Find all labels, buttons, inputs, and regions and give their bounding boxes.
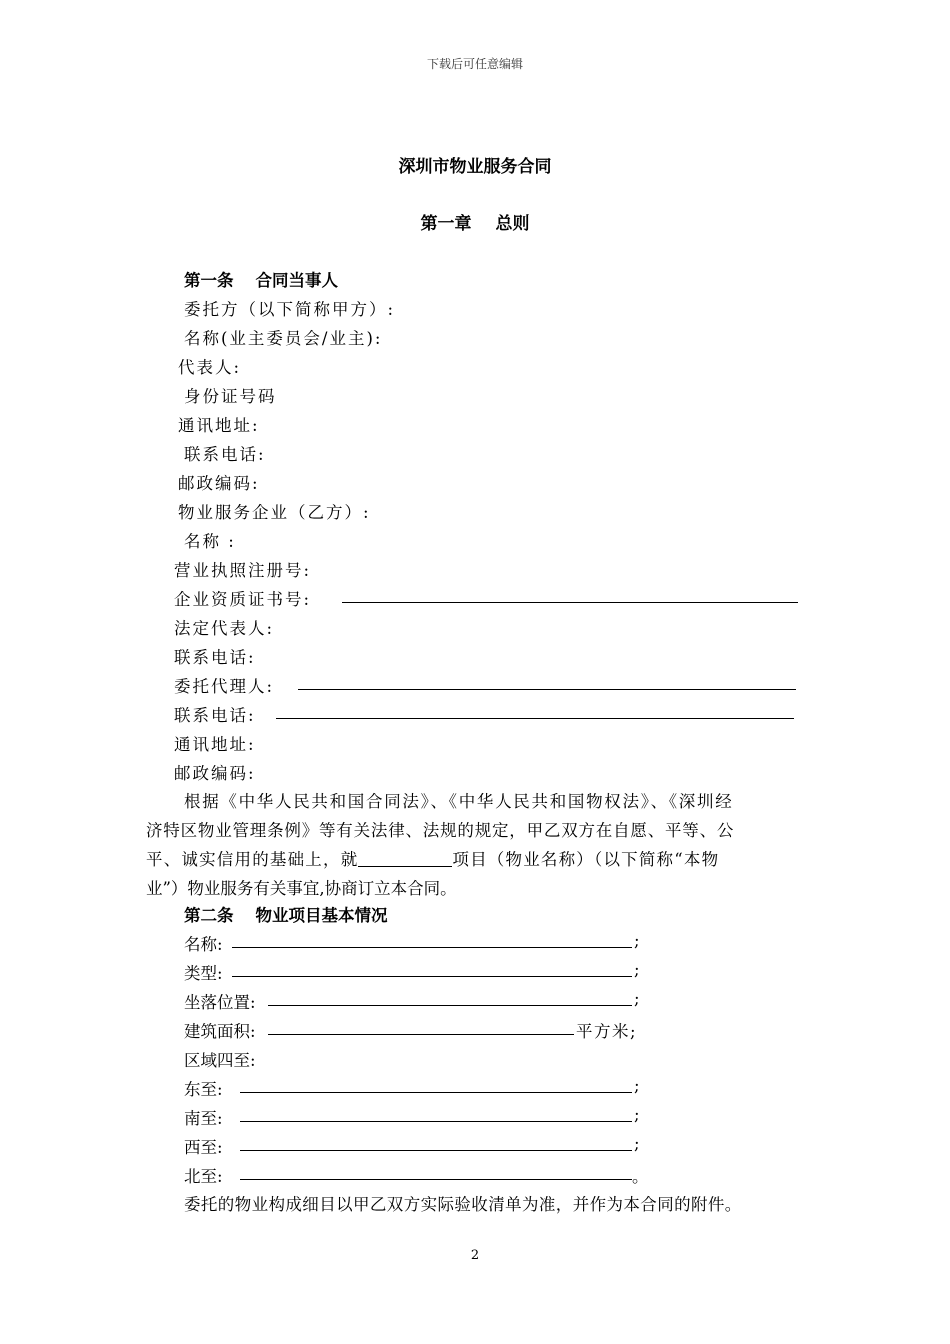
legal-representative-label: 法定代表人: bbox=[174, 619, 275, 638]
property-location-label: 坐落位置: bbox=[184, 993, 256, 1012]
north-boundary-blank bbox=[240, 1179, 632, 1180]
postcode-label-a: 邮政编码: bbox=[178, 474, 260, 493]
id-number-label: 身份证号码 bbox=[184, 387, 277, 406]
preamble-line-3-start: 平、诚实信用的基础上，就 bbox=[146, 850, 359, 869]
agent-label: 委托代理人: bbox=[174, 677, 275, 696]
agent-phone-blank bbox=[276, 718, 794, 719]
boundaries-label: 区域四至: bbox=[184, 1051, 256, 1070]
license-number-label: 营业执照注册号: bbox=[174, 561, 312, 580]
south-boundary-end: ; bbox=[634, 1105, 640, 1124]
address-label-b: 通讯地址: bbox=[174, 735, 256, 754]
south-boundary-label: 南至: bbox=[184, 1109, 223, 1128]
chapter-name: 总则 bbox=[495, 214, 530, 234]
article2-number: 第二条 bbox=[184, 906, 234, 925]
east-boundary-label: 东至: bbox=[184, 1080, 223, 1099]
postcode-label-b: 邮政编码: bbox=[174, 764, 256, 783]
north-boundary-label: 北至: bbox=[184, 1167, 223, 1186]
party-a-label: 委托方（以下简称甲方）: bbox=[184, 300, 396, 319]
east-boundary-blank bbox=[240, 1092, 632, 1093]
article1-title: 合同当事人 bbox=[255, 271, 338, 290]
property-type-end: ; bbox=[634, 960, 640, 979]
agent-blank bbox=[298, 689, 796, 690]
article1-number: 第一条 bbox=[184, 271, 234, 290]
agent-phone-label: 联系电话: bbox=[174, 706, 256, 725]
property-name-end: ; bbox=[634, 931, 640, 950]
address-label-a: 通讯地址: bbox=[178, 416, 260, 435]
document-title: 深圳市物业服务合同 bbox=[398, 157, 552, 177]
building-area-label: 建筑面积: bbox=[184, 1022, 256, 1041]
property-location-blank bbox=[268, 1005, 632, 1006]
south-boundary-blank bbox=[240, 1121, 632, 1122]
party-b-label: 物业服务企业（乙方）: bbox=[178, 503, 371, 522]
preamble-line-3 bbox=[146, 846, 719, 870]
party-a-name-label: 名称(业主委员会/业主): bbox=[184, 329, 383, 348]
property-type-blank bbox=[232, 976, 632, 977]
preamble-line-3-end: 项目（物业名称）（以下简称“本物 bbox=[452, 850, 720, 869]
qualification-number-blank bbox=[342, 602, 798, 603]
chapter-heading bbox=[0, 209, 950, 234]
article2-title: 物业项目基本情况 bbox=[255, 906, 388, 925]
article2-closing: 委托的物业构成细目以甲乙双方实际验收清单为准，并作为本合同的附件。 bbox=[184, 1195, 742, 1214]
preamble-line-2: 济特区物业管理条例》等有关法律、法规的规定，甲乙双方在自愿、平等、公 bbox=[146, 821, 735, 840]
property-type-label: 类型: bbox=[184, 964, 223, 983]
west-boundary-end: ; bbox=[634, 1134, 640, 1153]
building-area-unit: 平方米; bbox=[576, 1022, 638, 1041]
article1-heading bbox=[184, 267, 338, 291]
building-area-blank bbox=[268, 1034, 574, 1035]
project-name-blank bbox=[358, 850, 452, 867]
page-number: 2 bbox=[470, 1248, 480, 1263]
west-boundary-label: 西至: bbox=[184, 1138, 223, 1157]
preamble-line-4: 业”）物业服务有关事宜,协商订立本合同。 bbox=[146, 879, 457, 898]
article2-heading bbox=[184, 902, 388, 926]
property-location-end: ; bbox=[634, 989, 640, 1008]
phone-label-b: 联系电话: bbox=[174, 648, 256, 667]
chapter-number: 第一章 bbox=[420, 214, 472, 234]
preamble-line-1: 根据《中华人民共和国合同法》、《中华人民共和国物权法》、《深圳经 bbox=[184, 792, 734, 811]
west-boundary-blank bbox=[240, 1150, 632, 1151]
representative-label: 代表人: bbox=[178, 358, 242, 377]
property-name-blank bbox=[232, 947, 632, 948]
party-b-name-label: 名称 : bbox=[184, 532, 236, 551]
north-boundary-end: 。 bbox=[632, 1167, 649, 1186]
property-name-label: 名称: bbox=[184, 935, 223, 954]
phone-label-a: 联系电话: bbox=[184, 445, 266, 464]
east-boundary-end: ; bbox=[634, 1076, 640, 1095]
header-note: 下载后可任意编辑 bbox=[426, 57, 523, 71]
qualification-number-label: 企业资质证书号: bbox=[174, 590, 312, 609]
